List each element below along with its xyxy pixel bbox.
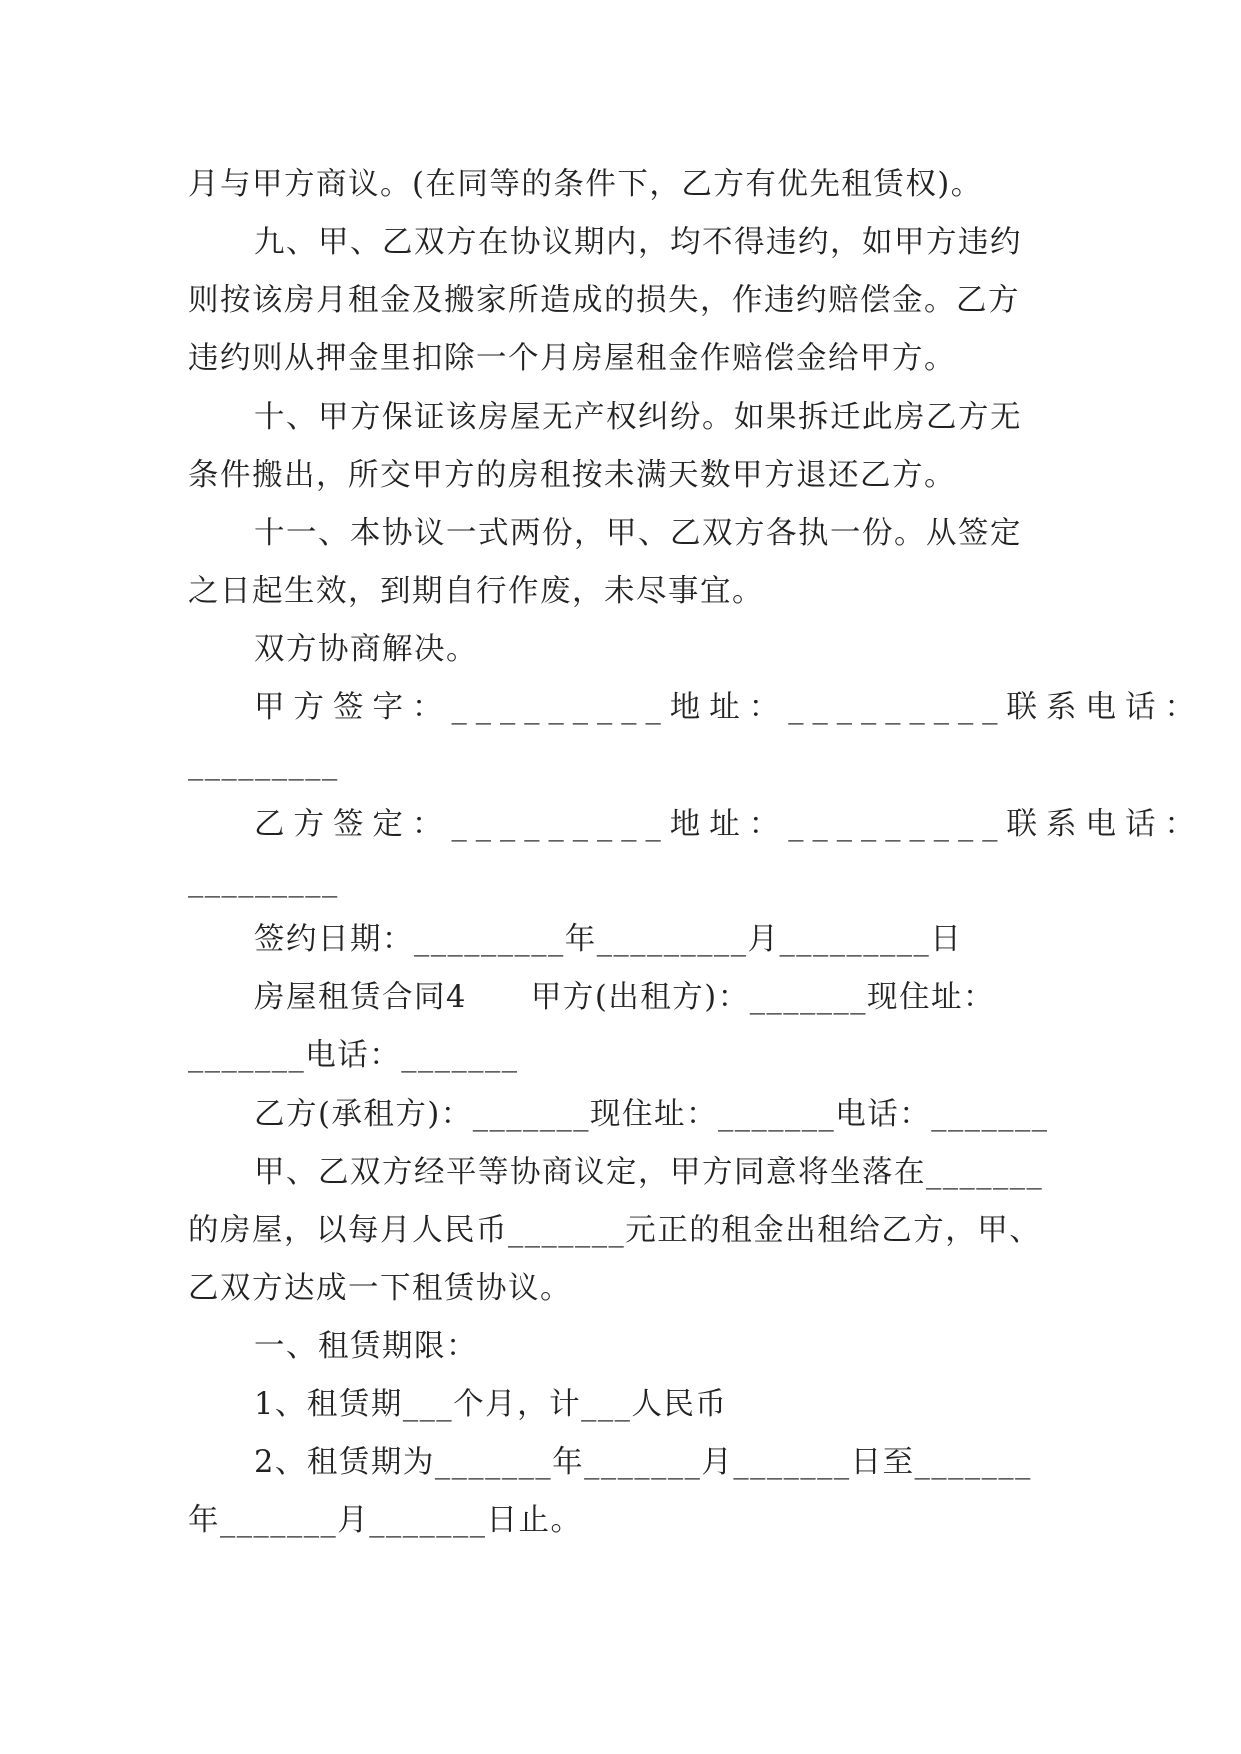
paragraph-line: 双方协商解决。 — [254, 632, 478, 667]
paragraph-line: 违约则从押金里扣除一个月房屋租金作赔偿金给甲方。 — [188, 341, 956, 376]
paragraph-line: 乙双方达成一下租赁协议。 — [188, 1271, 572, 1306]
paragraph-line: 九、甲、乙双方在协议期内，均不得违约，如甲方违约 — [254, 225, 1022, 260]
signature-line: 甲方签字：_________地址：_________联系电话： — [254, 690, 1204, 725]
signature-line: 乙方签定：_________地址：_________联系电话： — [254, 807, 1204, 842]
paragraph-line: 甲、乙双方经平等协商议定，甲方同意将坐落在_______ — [254, 1155, 1044, 1190]
paragraph-line: 十、甲方保证该房屋无产权纠纷。如果拆迁此房乙方无 — [254, 400, 1022, 435]
paragraph-line: 十一、本协议一式两份，甲、乙双方各执一份。从签定 — [254, 516, 1022, 551]
signing-date-line: 签约日期：_________年_________月_________日 — [254, 922, 963, 957]
paragraph-line: 月与甲方商议。(在同等的条件下，乙方有优先租赁权)。 — [188, 167, 983, 202]
paragraph-line: 房屋租赁合同4 甲方(出租方)：_______现住址： — [254, 980, 995, 1015]
paragraph-line: 则按该房月租金及搬家所造成的损失，作违约赔偿金。乙方 — [188, 283, 1020, 318]
paragraph-line: 的房屋，以每月人民币_______元正的租金出租给乙方，甲、 — [188, 1213, 1042, 1248]
paragraph-line: 年_______月_______日止。 — [188, 1503, 583, 1538]
paragraph-line: 条件搬出，所交甲方的房租按未满天数甲方退还乙方。 — [188, 458, 956, 493]
section-heading: 一、租赁期限： — [254, 1329, 478, 1364]
paragraph-line: 乙方(承租方)：_______现住址：_______电话：_______ — [254, 1097, 1049, 1132]
paragraph-line: 之日起生效，到期自行作废，未尽事宜。 — [188, 574, 764, 609]
paragraph-line: _______电话：_______ — [188, 1038, 519, 1073]
signature-blank: _________ — [188, 863, 339, 898]
paragraph-line: 1、租赁期___个月，计___人民币 — [254, 1387, 728, 1422]
signature-blank: _________ — [188, 746, 339, 781]
paragraph-line: 2、租赁期为_______年_______月_______日至_______ — [254, 1445, 1032, 1480]
